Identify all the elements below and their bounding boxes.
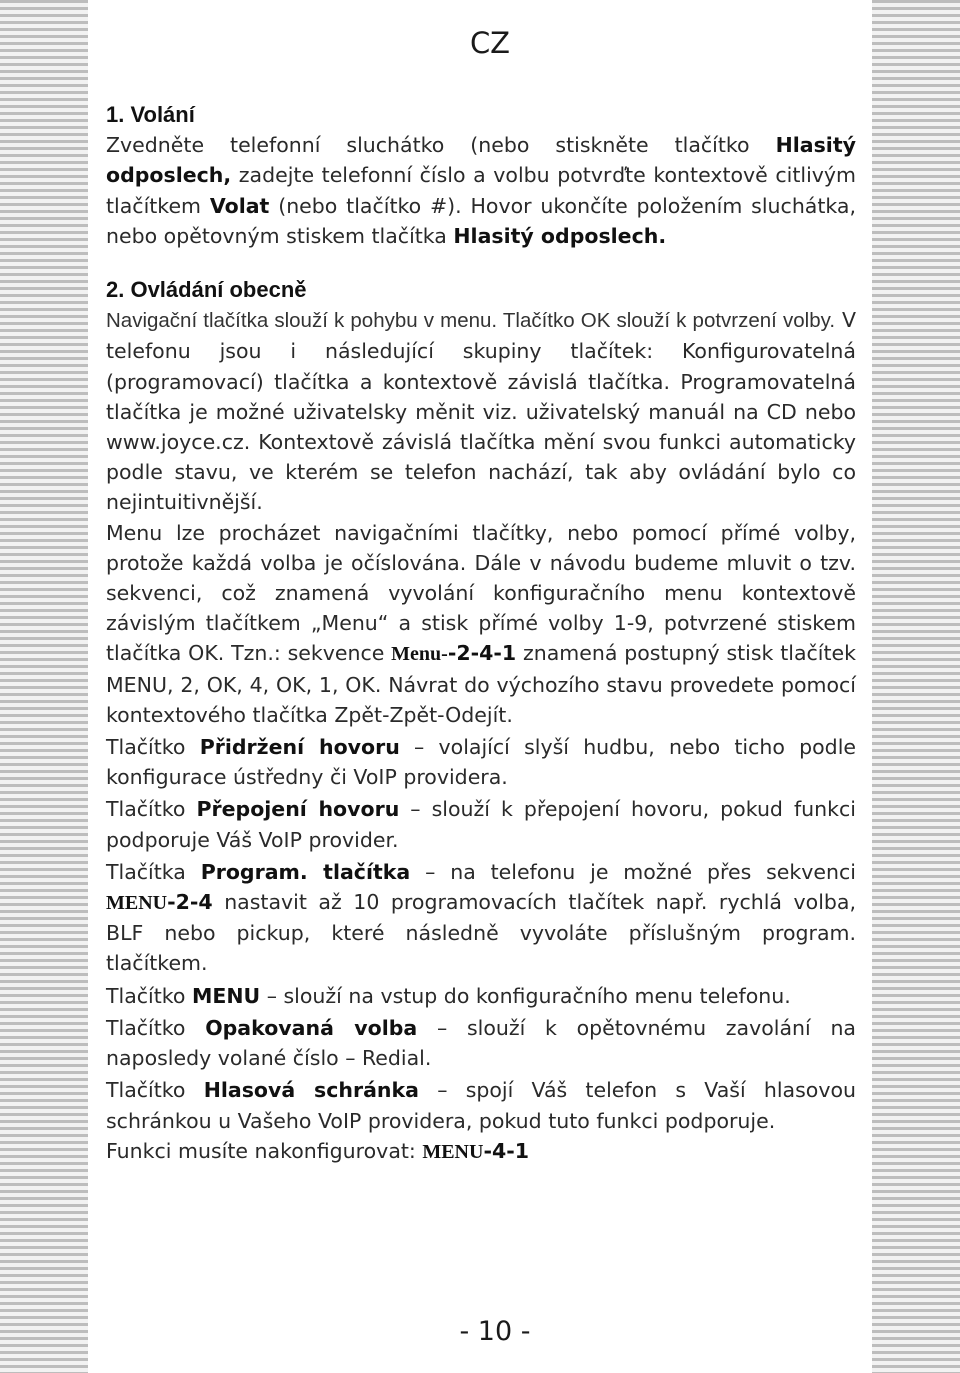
bold-text: Hlasitý odposlech, [106,133,856,188]
list-item [106,1013,856,1073]
list-item [106,1075,856,1135]
text: Tlačítko [106,983,192,1008]
text: – na telefonu je možné přes sekvenci [410,859,856,884]
list-item [106,857,856,979]
button-name: Program. tlačítka [200,859,411,884]
text: Navigační tlačítka slouží k pohybu v menu. Tlačítko OK slouží k potvrzení volby. [106,309,836,333]
text: Tlačítko [106,1078,204,1103]
configuration-note [106,1136,856,1167]
language-label: CZ [469,26,511,60]
sequence-code: -2-4-1 [447,641,517,666]
text: – slouží k přepojení hovoru, pokud funkci podporuje Váš VoIP provider. [106,797,856,852]
text: Funkci musíte nakonfigurovat: [106,1138,423,1163]
button-name: Opakovaná volba [205,1015,418,1040]
text: nastavit až 10 programovacích tlačítek např. rychlá volba, BLF nebo pickup, které následně vyvoláte příslušným program. tlačítkem. [106,890,856,976]
text: znamená postupný stisk tlačítek MENU, 2, OK, 4, OK, 1, OK. Návrat do výchozího stavu provedete pomocí kontextového tlačítka Zpět-Zpět-Odejít. [106,641,856,727]
text: Tlačítko [106,735,200,760]
text: Tlačítko [106,797,197,822]
paragraph-calling [106,130,856,251]
sequence-code: -2-4 [167,890,213,915]
text: Menu lze procházet navigačními tlačítky, nebo pomocí přímé volby, protože každá volba je očíslována. Dále v návodu budeme mluvit o tzv. sekvenci, což znamená vyvolání konfiguračního menu kontextově závislým tlačítkem „Menu“ a stisk přímé volby 1-9, potvrzené stiskem tlačítka OK. Tzn.: sekvence [106,520,856,666]
menu-label: MENU [106,892,168,915]
button-name: Hlasová schránka [203,1078,419,1103]
menu-label: MENU [422,1140,484,1163]
sequence-code: -4-1 [483,1138,529,1163]
text: Zvedněte telefonní sluchátko (nebo stiskněte tlačítko [106,133,776,158]
section-heading-general-control: 2. Ovládání obecně [106,277,307,303]
menu-label: Menu- [391,643,448,666]
list-item [106,794,856,854]
button-name: Přepojení hovoru [196,797,400,822]
page-number: - 10 - [459,1316,531,1347]
paragraph-control [106,305,856,517]
paragraph-menu [106,518,856,730]
text: – slouží k opětovnému zavolání na naposledy volané číslo – Redial. [106,1015,856,1071]
text: – volající slyší hudbu, nebo ticho podle konfigurace ústředny či VoIP providera. [106,735,857,790]
right-decorative-border [872,0,960,1373]
section-heading-calling: 1. Volání [106,102,195,127]
text: zadejte telefonní číslo a volbu potvrďte kontextově citlivým tlačítkem [106,163,856,218]
left-decorative-border [0,0,88,1373]
text: – slouží na vstup do konfiguračního menu telefonu. [260,983,791,1008]
text: – spojí Váš telefon s Vaší hlasovou schránkou u Vašeho VoIP providera, pokud tuto funkci podporuje. [106,1078,857,1133]
text: Tlačítko [106,1015,206,1040]
text: Tlačítka [106,859,201,884]
button-name: MENU [191,983,261,1008]
text: (nebo tlačítko #). Hovor ukončíte položením sluchátka, nebo opětovným stiskem tlačítka [106,193,856,248]
bold-text: Hlasitý odposlech. [453,223,667,248]
page-content [106,100,856,1167]
button-name: Přidržení hovoru [199,735,400,760]
bold-text: Volat [209,193,270,218]
list-item [106,981,856,1011]
text: V telefonu jsou i následující skupiny tlačítek: Konfigurovatelná (programovací) tlačítka a kontextově závislá tlačítka. Programovatelná tlačítka je možné uživatelsky měnit viz. uživatelský manuál na CD nebo www.joyce.cz. Kontextově závislá tlačítka mění svou funkci automaticky podle stavu, ve kterém se telefon nachází, tak aby ovládání bylo co nejintuitivnější. [106,308,856,515]
list-item [106,732,856,792]
